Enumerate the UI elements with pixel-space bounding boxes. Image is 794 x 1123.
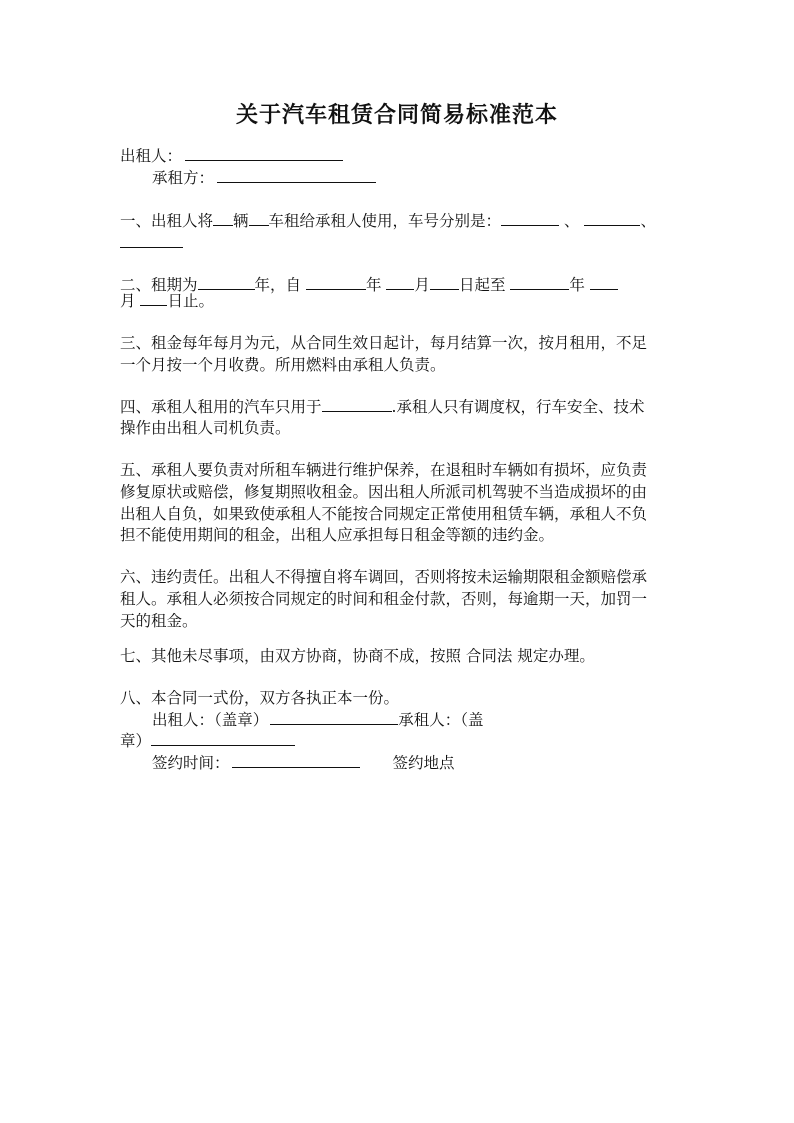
lessee-line (152, 167, 376, 189)
lessee-seal-label-cont: 章） (120, 732, 152, 750)
clause-5-l3: 出租人自负，如果致使承租人不能按合同规定正常使用租赁车辆，承租人不负 (120, 505, 648, 523)
clause-5-l4: 担不能使用期间的租金，出租人应承担每日租金等额的违约金。 (120, 526, 555, 544)
clause-3-l2: 一个月按一个月收费。所用燃料由承租人负责。 (120, 356, 446, 374)
lessor-blank[interactable] (185, 145, 343, 161)
sign-line (152, 752, 455, 774)
blank[interactable] (590, 274, 618, 290)
lessee-label: 承租方： (152, 169, 215, 187)
seal-line (152, 709, 484, 731)
clause-3-l1: 三、租金每年每月为元，从合同生效日起计，每月结算一次，按月租用，不足 (120, 334, 648, 352)
clause-7: 七、其他未尽事项，由双方协商，协商不成，按照 合同法 规定办理。 (120, 647, 595, 665)
lessee-blank[interactable] (217, 167, 376, 183)
blank[interactable] (249, 210, 269, 226)
sign-place-label: 签约地点 (392, 754, 455, 772)
clause-8: 八、本合同一式份，双方各执正本一份。 (120, 689, 400, 707)
text: 车租给承租人使用，车号分别是： (268, 212, 502, 230)
blank[interactable] (386, 274, 414, 290)
lessee-seal-label: 承租人：（盖 (398, 711, 484, 729)
text: 日起至 (458, 276, 506, 294)
lessee-seal-blank[interactable] (151, 730, 295, 746)
lessor-label: 出租人： (120, 147, 183, 165)
clause-4 (120, 396, 644, 418)
clause-6-l1: 六、违约责任。出租人不得擅自将车调回，否则将按未运输期限租金额赔偿承 (120, 568, 648, 586)
clause-1 (120, 210, 656, 232)
sign-time-blank[interactable] (232, 752, 360, 768)
blank[interactable] (430, 274, 459, 290)
text: .承租人只有调度权，行车安全、技术 (391, 398, 645, 416)
text: 、 (563, 212, 580, 230)
text: 日止。 (167, 292, 214, 310)
blank[interactable] (140, 290, 167, 306)
blank[interactable] (584, 210, 640, 226)
text: 辆 (233, 212, 249, 230)
sign-time-label: 签约时间： (152, 754, 230, 772)
clause-4-l2: 操作由出租人司机负责。 (120, 419, 291, 437)
blank[interactable] (322, 396, 392, 412)
text: 四、承租人租用的汽车只用于 (120, 398, 322, 416)
clause-6-l2: 租人。承租人必须按合同规定的时间和租金付款，否则，每逾期一天，加罚一 (120, 590, 648, 608)
text: 年 (569, 276, 585, 294)
lessor-line (120, 145, 343, 167)
text: 年 (365, 276, 382, 294)
clause-5-l1: 五、承租人要负责对所租车辆进行维护保养，在退租时车辆如有损坏，应负责 (120, 461, 648, 479)
clause-6-l3: 天的租金。 (120, 612, 198, 630)
blank[interactable] (510, 274, 569, 290)
text: 、 (640, 212, 656, 230)
text: 月 (120, 292, 136, 310)
blank[interactable] (213, 210, 233, 226)
text: 月 (414, 276, 430, 294)
document-title: 关于汽车租赁合同简易标准范本 (235, 102, 558, 128)
blank[interactable] (306, 274, 366, 290)
seal-line-cont (120, 730, 295, 752)
text: 年，自 (254, 276, 302, 294)
clause-1-cont (120, 232, 183, 254)
lessor-seal-blank[interactable] (270, 709, 398, 725)
blank[interactable] (120, 232, 183, 248)
blank[interactable] (198, 274, 255, 290)
blank[interactable] (501, 210, 559, 226)
clause-5-l2: 修复原状或赔偿，修复期照收租金。因出租人所派司机驾驶不当造成损坏的由 (120, 483, 648, 501)
lessor-seal-label: 出租人：（盖章） (152, 711, 269, 729)
text: 二、租期为 (120, 276, 198, 294)
clause-2-cont (120, 290, 214, 312)
text: 一、出租人将 (120, 212, 214, 230)
